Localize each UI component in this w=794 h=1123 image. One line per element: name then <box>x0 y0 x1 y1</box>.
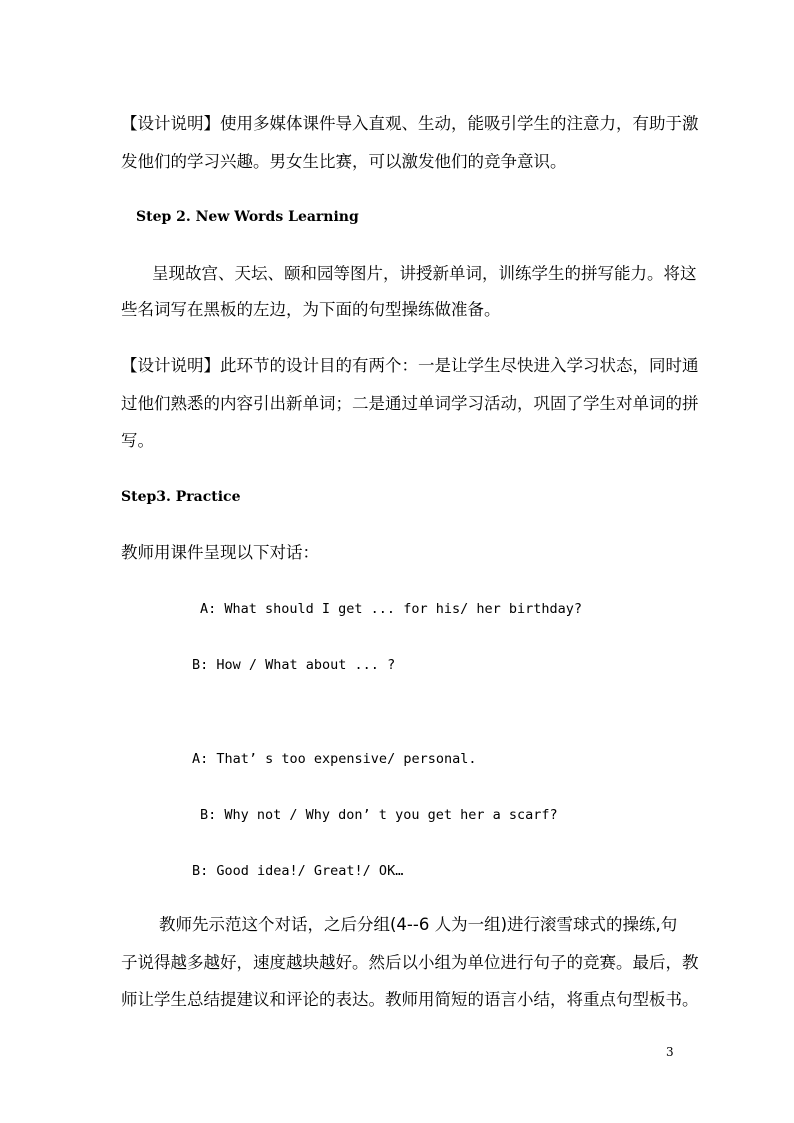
step3-paragraph-line-3: 师让学生总结提建议和评论的表达。教师用简短的语言小结，将重点句型板书。 <box>121 990 699 1009</box>
dialogue-line: B: Why not / Why don’ t you get her a scarf? <box>200 807 558 823</box>
design-note-1-line-2: 发他们的学习兴趣。男女生比赛，可以激发他们的竞争意识。 <box>121 152 567 171</box>
design-note-1-line-1: 【设计说明】使用多媒体课件导入直观、生动，能吸引学生的注意力，有助于激 <box>121 114 699 133</box>
dialogue-line: A: That’ s too expensive/ personal. <box>192 751 477 767</box>
step3-heading: Step3. Practice <box>121 489 241 505</box>
step3-paragraph-line-1: 教师先示范这个对话，之后分组(4--6 人为一组)进行滚雪球式的操练,句 <box>159 915 678 934</box>
step2-line-1: 呈现故宫、天坛、颐和园等图片，讲授新单词，训练学生的拼写能力。将这 <box>152 264 697 283</box>
step2-line-2: 些名词写在黑板的左边，为下面的句型操练做准备。 <box>121 300 501 319</box>
step2-heading: Step 2. New Words Learning <box>136 209 359 225</box>
design-note-2-line-2: 过他们熟悉的内容引出新单词；二是通过单词学习活动，巩固了学生对单词的拼 <box>121 394 699 413</box>
page-number: 3 <box>666 1045 674 1059</box>
dialogue-line: B: How / What about ... ? <box>192 657 396 673</box>
step3-paragraph-line-2: 子说得越多越好，速度越块越好。然后以小组为单位进行句子的竞赛。最后，教 <box>121 953 699 972</box>
dialogue-line: B: Good idea!/ Great!/ OK… <box>192 863 404 879</box>
design-note-2-line-3: 写。 <box>121 431 154 450</box>
design-note-2-line-1: 【设计说明】此环节的设计目的有两个：一是让学生尽快进入学习状态，同时通 <box>121 356 699 375</box>
dialogue-line: A: What should I get ... for his/ her birthday? <box>200 601 583 617</box>
step3-intro: 教师用课件呈现以下对话： <box>121 543 319 562</box>
